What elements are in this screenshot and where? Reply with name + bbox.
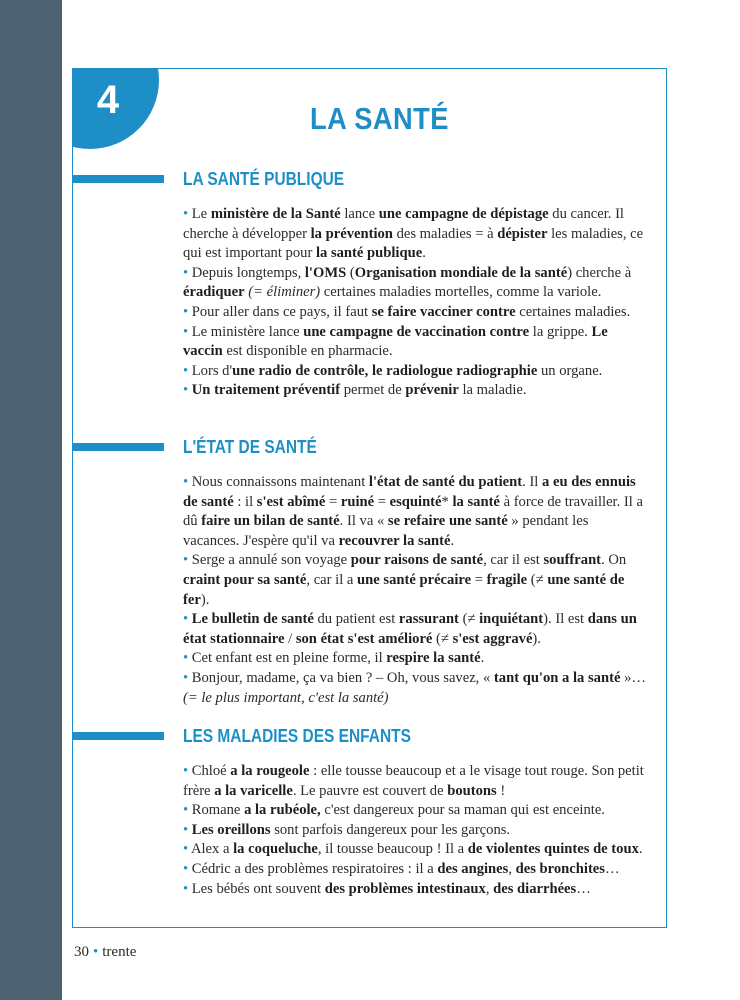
bullet-icon: •: [183, 264, 189, 281]
key-term: éradiquer: [183, 284, 245, 301]
bullet-icon: •: [183, 206, 189, 222]
text-run: Cédric a des problèmes respiratoires : il a: [191, 860, 438, 877]
key-term: esquinté: [389, 493, 442, 510]
text-run: , il tousse beaucoup ! Il a: [317, 841, 468, 858]
side-bar: [0, 0, 62, 1000]
key-term: une campagne de vaccination contre: [303, 323, 530, 340]
text-run: !: [496, 782, 506, 799]
key-term: ministère de la Santé: [210, 206, 341, 222]
key-term: recouvrer la santé: [338, 532, 451, 549]
bullet-icon: •: [183, 821, 189, 838]
key-term: l'OMS: [304, 264, 347, 281]
section-marker-bar: [72, 443, 164, 451]
text-run: .: [638, 841, 643, 858]
text-run: Le: [191, 206, 211, 222]
key-term: une radio de contrôle, le radiologue radiographie: [232, 362, 538, 379]
key-term: l'état de santé du patient: [368, 474, 523, 490]
bullet-icon: •: [183, 763, 189, 779]
text-run: la grippe.: [529, 323, 592, 340]
key-term: se faire vacciner contre: [371, 303, 516, 320]
text-run: Le ministère lance: [191, 323, 304, 340]
text-run: sont parfois dangereux pour les garçons.: [270, 821, 511, 838]
text-run: des maladies = à: [392, 225, 498, 242]
text-run: , car il a: [306, 571, 358, 588]
text-run: : il: [233, 493, 257, 510]
paragraph: [183, 303, 648, 323]
text-run: .: [450, 532, 455, 549]
key-term: Les oreillons: [191, 821, 271, 838]
key-term: se refaire une santé: [387, 513, 508, 530]
page-number-word: trente: [102, 944, 137, 960]
text-run: » pendant les vacances. J'espère qu'il va: [183, 513, 589, 549]
page-number: 30: [74, 944, 89, 960]
paragraph: [183, 669, 648, 689]
key-term: fragile: [486, 571, 528, 588]
text-run: Serge a annulé son voyage: [191, 552, 351, 569]
paragraph: [183, 610, 648, 649]
key-term: tant qu'on a la santé: [493, 669, 621, 686]
paragraph: [183, 551, 648, 610]
key-term: craint pour sa santé: [183, 571, 307, 588]
text-run: c'est dangereux pour sa maman qui est enceinte.: [320, 802, 605, 819]
key-term: pour raisons de santé: [350, 552, 484, 569]
section-title: LES MALADIES DES ENFANTS: [183, 726, 411, 746]
paragraph: [183, 880, 648, 900]
key-term: inquiétant: [479, 611, 544, 628]
text-run: certaines maladies.: [515, 303, 631, 320]
text-run: . Il va «: [339, 513, 388, 530]
key-term: boutons: [447, 782, 497, 799]
text-run: . Il: [522, 474, 543, 490]
text-run: *: [441, 493, 453, 510]
text-run: permet de: [340, 382, 406, 399]
text-run: .: [480, 650, 485, 667]
text-run: …: [604, 860, 620, 877]
bullet-icon: •: [183, 802, 189, 819]
section-marker-bar: [72, 175, 164, 183]
paragraph: [183, 762, 648, 801]
key-term: rassurant: [398, 611, 459, 628]
bullet-icon: •: [183, 552, 189, 569]
section-title: L'ÉTAT DE SANTÉ: [183, 437, 317, 457]
key-term: des bronchites: [515, 860, 605, 877]
bullet-icon: •: [183, 860, 189, 877]
text-run: ).: [532, 630, 541, 647]
paragraph: [183, 860, 648, 880]
text-run: Chloé: [191, 763, 231, 779]
key-term: souffrant: [543, 552, 602, 569]
paragraph: [183, 801, 648, 821]
key-term: Organisation mondiale de la santé: [354, 264, 568, 281]
key-term: la prévention: [310, 225, 393, 242]
text-run: Romane: [191, 802, 245, 819]
key-term: des angines: [437, 860, 509, 877]
text-run: Les bébés ont souvent: [191, 880, 325, 897]
text-run: Alex a: [190, 841, 234, 858]
key-term: des diarrhées: [493, 880, 577, 897]
paragraph: [183, 689, 648, 709]
bullet-icon: •: [183, 382, 189, 399]
text-run: certaines maladies mortelles, comme la variole.: [320, 284, 602, 301]
paragraph: [183, 264, 648, 303]
text-run: à force de travailler. Il a dû: [183, 493, 643, 530]
key-term: a la rubéole,: [244, 802, 321, 819]
key-term: des problèmes intestinaux: [324, 880, 486, 897]
paragraph: [183, 649, 648, 669]
key-term: la santé publique: [315, 245, 423, 262]
paragraph: [183, 840, 648, 860]
text-run: (≠: [458, 611, 480, 628]
text-run: (: [346, 264, 355, 281]
bullet-icon: •: [183, 669, 189, 686]
text-run: (≠: [527, 571, 548, 588]
text-run: /: [284, 630, 296, 647]
text-run: Pour aller dans ce pays, il faut: [191, 303, 372, 320]
text-run: =: [325, 493, 341, 510]
text-run: Bonjour, madame, ça va bien ? – Oh, vous savez, «: [191, 669, 494, 686]
text-run: ).: [200, 591, 210, 608]
page-title: LA SANTÉ: [310, 101, 449, 136]
text-run: , car il est: [483, 552, 544, 569]
text-run: »…: [620, 669, 646, 686]
key-term: de violentes quintes de toux: [467, 841, 639, 858]
key-term: a la varicelle: [214, 782, 293, 799]
bullet-icon: •: [183, 474, 189, 490]
text-run: =: [374, 493, 390, 510]
text-run: la maladie.: [458, 382, 527, 399]
bullet-icon: •: [183, 362, 189, 379]
key-term: une campagne de dépistage: [378, 206, 549, 222]
key-term: la coqueluche: [233, 841, 318, 858]
paragraph: [183, 323, 648, 362]
section-body: [183, 473, 648, 708]
text-run: ) cherche à: [567, 264, 632, 281]
text-run: : elle tousse beaucoup et a le visage tout rouge. Son petit frère: [183, 763, 644, 799]
paragraph: [183, 821, 648, 841]
text-run: . On: [601, 552, 627, 569]
section-title: LA SANTÉ PUBLIQUE: [183, 169, 345, 189]
page-footer: [74, 944, 136, 961]
text-run: Nous connaissons maintenant: [191, 474, 369, 490]
key-term: a eu des ennuis de santé: [183, 474, 636, 510]
key-term: ruiné: [340, 493, 375, 510]
note-text: (= le plus important, c'est la santé): [183, 689, 389, 706]
bullet-icon: •: [183, 611, 189, 628]
key-term: faire un bilan de santé: [201, 513, 340, 530]
text-run: du cancer. Il cherche à développer: [183, 206, 624, 242]
text-run: Cet enfant est en pleine forme, il: [191, 650, 387, 667]
text-run: Lors d': [191, 362, 233, 379]
text-run: ,: [508, 860, 516, 877]
text-run: . Le pauvre est couvert de: [292, 782, 448, 799]
key-term: son état s'est amélioré: [295, 630, 433, 647]
paragraph: [183, 473, 648, 551]
bullet-icon: •: [183, 880, 189, 897]
text-run: (≠: [432, 630, 453, 647]
text-run: ). Il est: [543, 611, 588, 628]
text-run: les maladies, ce qui est important pour: [183, 225, 644, 262]
text-run: Depuis longtemps,: [191, 264, 305, 281]
key-term: une santé de fer: [183, 571, 625, 608]
note-text: (= éliminer): [248, 284, 321, 301]
text-run: du patient est: [313, 611, 399, 628]
bullet-icon: •: [183, 841, 189, 858]
paragraph: [183, 205, 648, 264]
key-term: s'est aggravé: [452, 630, 533, 647]
key-term: dépister: [497, 225, 548, 242]
bullet-icon: •: [183, 323, 189, 340]
key-term: Le vaccin: [183, 323, 608, 360]
key-term: une santé précaire: [357, 571, 472, 588]
text-run: =: [471, 571, 487, 588]
text-run: …: [576, 880, 591, 897]
text-run: lance: [340, 206, 379, 222]
section-body: [183, 762, 648, 899]
key-term: prévenir: [405, 382, 459, 399]
section-body: [183, 205, 648, 401]
section-marker-bar: [72, 732, 164, 740]
bullet-icon: •: [183, 303, 189, 320]
key-term: s'est abîmé: [256, 493, 326, 510]
paragraph: [183, 381, 648, 401]
key-term: dans un état stationnaire: [183, 611, 637, 647]
paragraph: [183, 362, 648, 382]
bullet-icon: •: [183, 650, 189, 667]
text-run: .: [422, 245, 426, 262]
text-run: ,: [485, 880, 494, 897]
bullet-icon: •: [93, 944, 99, 960]
chapter-number: 4: [96, 78, 120, 122]
key-term: respire la santé: [386, 650, 481, 667]
text-run: un organe.: [537, 362, 603, 379]
key-term: Le bulletin de santé: [191, 611, 314, 628]
key-term: a la rougeole: [230, 763, 310, 779]
key-term: la santé: [452, 493, 500, 510]
text-run: est disponible en pharmacie.: [222, 343, 393, 360]
key-term: Un traitement préventif: [191, 382, 341, 399]
